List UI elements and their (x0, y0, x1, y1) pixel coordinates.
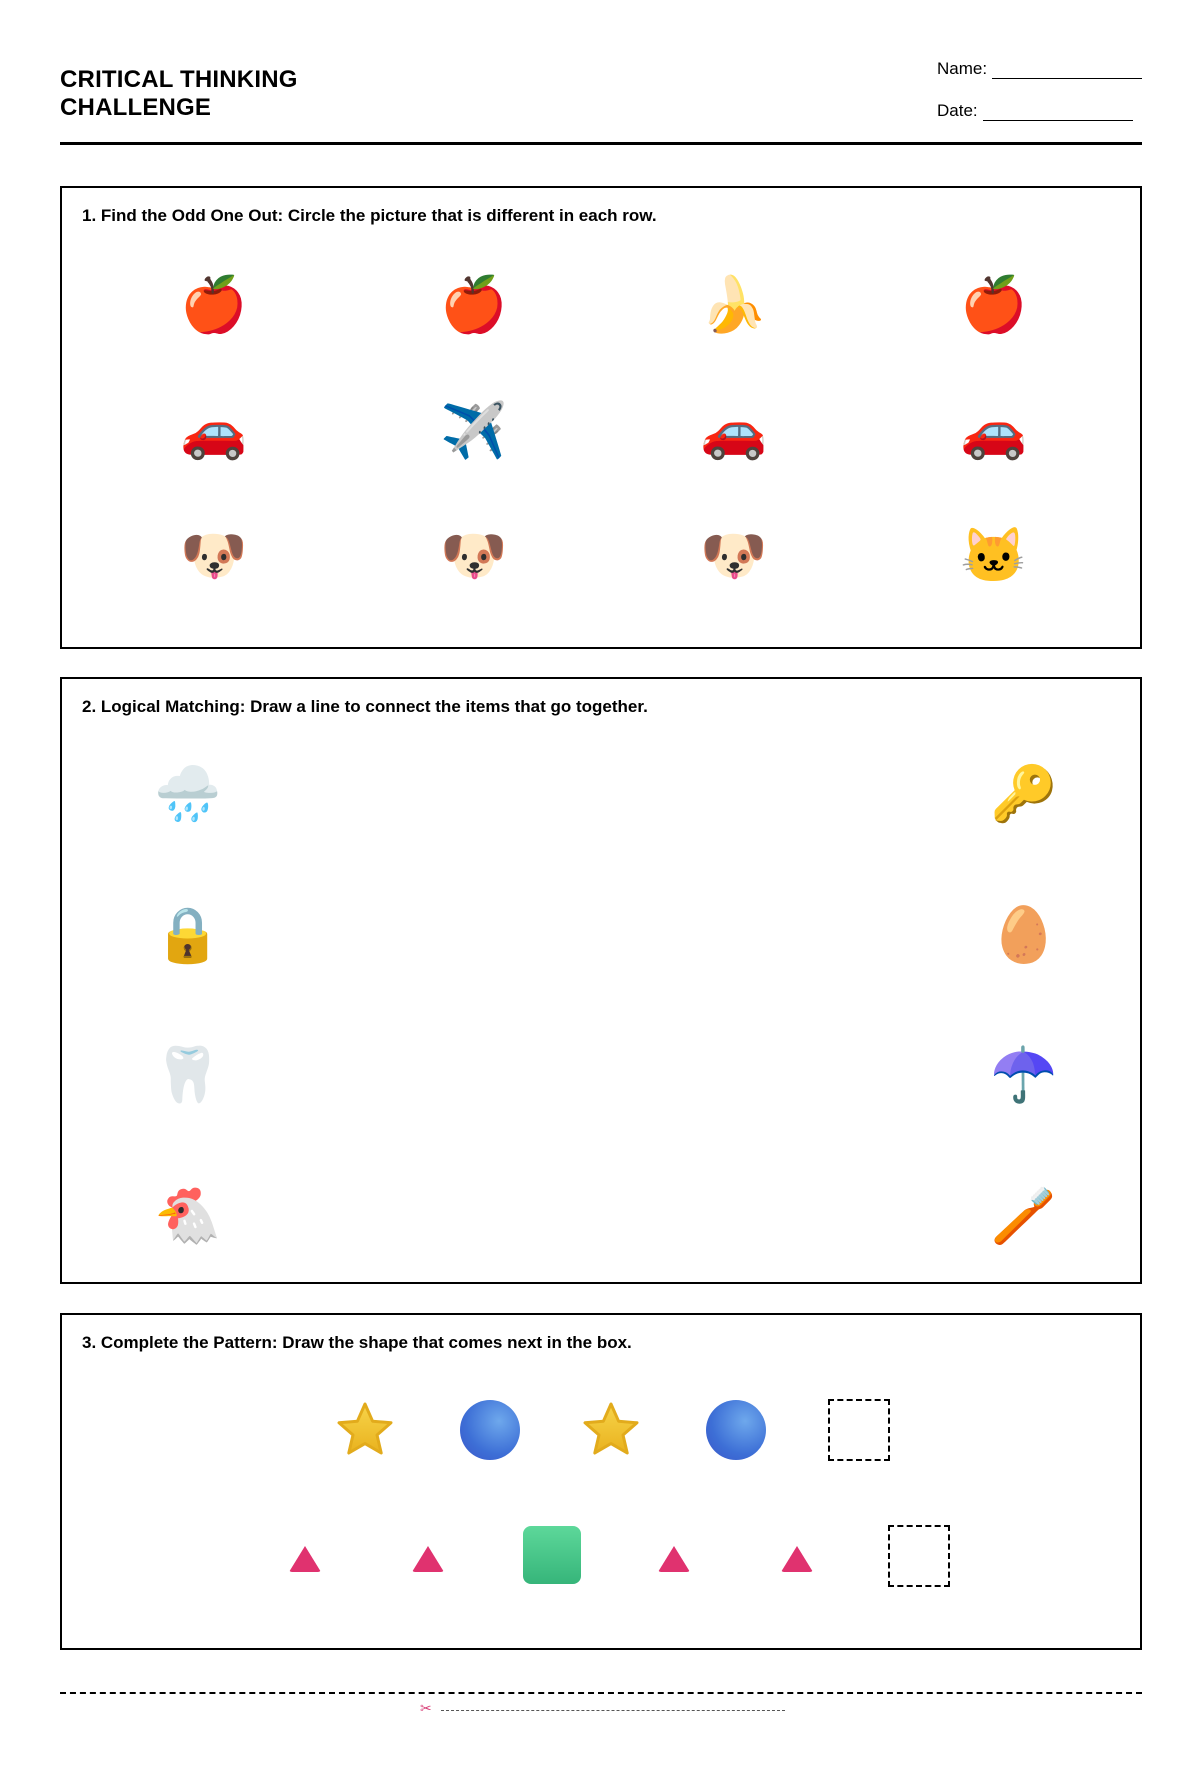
small-cut-line (441, 1710, 785, 1711)
car-icon[interactable]: 🚗 (700, 401, 768, 461)
car-icon[interactable]: 🚗 (180, 401, 248, 461)
date-label: Date: (937, 101, 978, 120)
answer-box-row-2[interactable] (888, 1525, 950, 1587)
pink-triangle-icon (289, 1546, 321, 1572)
umbrella-icon[interactable]: ☂️ (990, 1045, 1058, 1105)
dog-face-icon[interactable]: 🐶 (180, 526, 248, 586)
apple-icon[interactable]: 🍎 (440, 275, 508, 335)
padlock-icon[interactable]: 🔒 (154, 905, 222, 965)
apple-icon[interactable]: 🍎 (960, 275, 1028, 335)
star-icon (335, 1400, 395, 1460)
pink-triangle-icon (658, 1546, 690, 1572)
name-label: Name: (937, 59, 988, 78)
chicken-icon[interactable]: 🐔 (154, 1186, 222, 1246)
section-logical-matching (60, 677, 1142, 1284)
toothbrush-icon[interactable]: 🪥 (990, 1186, 1058, 1246)
key-icon[interactable]: 🔑 (990, 764, 1058, 824)
date-blank-line[interactable] (983, 106, 1133, 121)
dog-face-icon[interactable]: 🐶 (700, 526, 768, 586)
cat-face-icon[interactable]: 🐱 (960, 526, 1028, 586)
section-3-heading: 3. Complete the Pattern: Draw the shape that comes next in the box. (82, 1333, 632, 1352)
date-field[interactable] (937, 101, 1133, 121)
egg-icon[interactable]: 🥚 (990, 905, 1058, 965)
airplane-icon[interactable]: ✈️ (440, 401, 508, 461)
section-complete-pattern (60, 1313, 1142, 1650)
pink-triangle-icon (781, 1546, 813, 1572)
banana-icon[interactable]: 🍌 (700, 275, 768, 335)
green-square-icon (523, 1526, 581, 1584)
scissors-icon: ✂ (420, 1700, 432, 1716)
apple-icon[interactable]: 🍎 (180, 275, 248, 335)
name-blank-line[interactable] (992, 64, 1142, 79)
cut-line (60, 1692, 1142, 1694)
header-divider (60, 142, 1142, 145)
dog-face-icon[interactable]: 🐶 (440, 526, 508, 586)
tooth-icon[interactable]: 🦷 (154, 1045, 222, 1105)
blue-circle-icon (460, 1400, 520, 1460)
title-line-1: CRITICAL THINKING (60, 66, 298, 93)
pink-triangle-icon (412, 1546, 444, 1572)
section-odd-one-out (60, 186, 1142, 649)
star-icon (581, 1400, 641, 1460)
car-icon[interactable]: 🚗 (960, 401, 1028, 461)
name-field[interactable] (937, 59, 1142, 79)
blue-circle-icon (706, 1400, 766, 1460)
section-1-heading: 1. Find the Odd One Out: Circle the picture that is different in each row. (82, 206, 657, 225)
title-line-2: CHALLENGE (60, 94, 212, 121)
worksheet-title (60, 66, 298, 122)
answer-box-row-1[interactable] (828, 1399, 890, 1461)
rain-cloud-icon[interactable]: 🌧️ (154, 764, 222, 824)
section-2-heading: 2. Logical Matching: Draw a line to connect the items that go together. (82, 697, 648, 716)
